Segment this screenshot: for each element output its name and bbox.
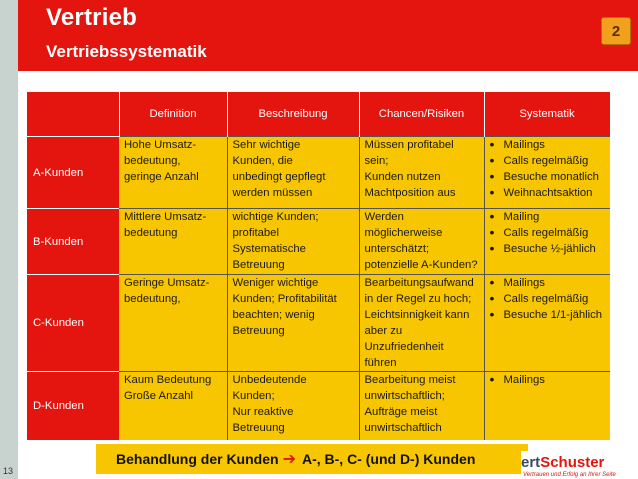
systematik-cell — [484, 209, 610, 275]
cell-line: führen — [364, 357, 397, 369]
chancen-cell — [359, 372, 484, 440]
column-header-systematik: Systematik — [484, 92, 610, 137]
systematik-list — [490, 209, 608, 257]
cell-line: unwirtschaftlich; — [364, 390, 445, 402]
cell-line: Betreuung — [232, 422, 285, 434]
cell-line: unbedingt gepflegt — [232, 171, 326, 183]
definition-cell — [119, 137, 227, 209]
cell-line: Weniger wichtige — [232, 277, 319, 289]
systematik-list — [490, 137, 608, 201]
cell-line: werden müssen — [232, 187, 313, 199]
banner-text-after: A-, B-, C- (und D-) Kunden — [301, 451, 476, 467]
summary-banner — [96, 444, 528, 474]
cell-line: in der Regel zu hoch; — [364, 293, 472, 305]
logo-tagline: Vertrauen und Erfolg an Ihrer Seite — [523, 472, 616, 478]
table-row — [27, 209, 610, 275]
systematik-list — [490, 275, 608, 323]
cell-line: bedeutung, — [124, 155, 181, 167]
cell-line: Müssen profitabel sein; — [364, 139, 454, 167]
list-item: • Besuche 1/1-jählich — [490, 307, 608, 323]
chancen-cell — [359, 137, 484, 209]
column-header-beschreibung: Beschreibung — [227, 92, 359, 137]
arrow-right-icon: ➔ — [282, 451, 296, 468]
cell-line: Leichtsinnigkeit kann — [364, 309, 470, 321]
customer-classification-table — [27, 92, 611, 440]
cell-line: Werden — [364, 211, 404, 223]
definition-cell — [119, 275, 227, 372]
cell-line: Hohe Umsatz- — [124, 139, 197, 151]
cell-line: Bearbeitung meist — [364, 374, 456, 386]
table-row — [27, 372, 610, 440]
cell-line: potenzielle A-Kunden? — [364, 259, 478, 271]
banner-text-before: Behandlung der Kunden — [116, 451, 279, 467]
systematik-list — [490, 372, 608, 388]
beschreibung-cell — [227, 275, 359, 372]
cell-line: Aufträge meist — [364, 406, 438, 418]
beschreibung-cell — [227, 372, 359, 440]
list-item: • Besuche ½-jählich — [490, 241, 608, 257]
systematik-cell — [484, 372, 610, 440]
cell-line: aber zu Unzufriedenheit — [364, 325, 444, 353]
list-item: • Mailings — [490, 137, 608, 153]
cell-line: Große Anzahl — [124, 390, 194, 402]
beschreibung-cell — [227, 209, 359, 275]
table-row — [27, 275, 610, 372]
cell-line: Betreuung — [232, 259, 285, 271]
cell-line: Nur reaktive — [232, 406, 294, 418]
left-decor-stripe — [0, 0, 18, 479]
cell-line: Geringe Umsatz- — [124, 277, 210, 289]
cell-line: Systematische — [232, 243, 306, 255]
column-header-definition: Definition — [119, 92, 227, 137]
table-row — [27, 137, 610, 209]
cell-line: Unbedeutende — [232, 374, 307, 386]
logo-name-part1: ert — [521, 454, 541, 471]
row-label-c-kunden: C-Kunden — [27, 275, 119, 372]
beschreibung-cell — [227, 137, 359, 209]
cell-line: Kunden; Profitabilität — [232, 293, 337, 305]
list-item: • Weihnachtsaktion — [490, 185, 608, 201]
cell-line: profitabel — [232, 227, 279, 239]
list-item: • Besuche monatlich — [490, 169, 608, 185]
list-item: • Mailing — [490, 209, 608, 225]
cell-line: beachten; wenig — [232, 309, 315, 321]
chancen-cell — [359, 209, 484, 275]
cell-line: geringe Anzahl — [124, 171, 199, 183]
cell-line: möglicherweise — [364, 227, 443, 239]
definition-cell — [119, 209, 227, 275]
table-header-row — [27, 92, 610, 137]
cell-line: wichtige Kunden; — [232, 211, 319, 223]
cell-line: Sehr wichtige — [232, 139, 301, 151]
cell-line: Kaum Bedeutung — [124, 374, 212, 386]
list-item: • Calls regelmäßig — [490, 153, 608, 169]
list-item: • Calls regelmäßig — [490, 291, 608, 307]
slide-subtitle: Vertriebssystematik — [46, 42, 207, 61]
slide-title: Vertrieb — [46, 4, 137, 31]
row-label-a-kunden: A-Kunden — [27, 137, 119, 209]
page-badge: 2 — [601, 17, 631, 45]
cell-line: Machtposition aus — [364, 187, 456, 199]
cell-line: unterschätzt; — [364, 243, 430, 255]
systematik-cell — [484, 137, 610, 209]
chancen-cell — [359, 275, 484, 372]
cell-line: unwirtschaftlich — [364, 422, 442, 434]
cell-line: Kunden nutzen — [364, 171, 441, 183]
logo-name-part2: Schuster — [540, 454, 605, 471]
cell-line: Betreuung — [232, 325, 285, 337]
list-item: • Mailings — [490, 372, 608, 388]
logo-name — [521, 454, 604, 471]
cell-line: bedeutung — [124, 227, 178, 239]
cell-line: Mittlere Umsatz- — [124, 211, 207, 223]
list-item: • Mailings — [490, 275, 608, 291]
slide-number: 13 — [3, 466, 14, 476]
definition-cell — [119, 372, 227, 440]
cell-line: Kunden, die — [232, 155, 293, 167]
systematik-cell — [484, 275, 610, 372]
table-corner-cell — [27, 92, 119, 137]
row-label-b-kunden: B-Kunden — [27, 209, 119, 275]
cell-line: Kunden; — [232, 390, 275, 402]
cell-line: Bearbeitungsaufwand — [364, 277, 474, 289]
company-logo — [521, 451, 638, 479]
row-label-d-kunden: D-Kunden — [27, 372, 119, 440]
column-header-chancen: Chancen/Risiken — [359, 92, 484, 137]
cell-line: bedeutung, — [124, 293, 181, 305]
list-item: • Calls regelmäßig — [490, 225, 608, 241]
